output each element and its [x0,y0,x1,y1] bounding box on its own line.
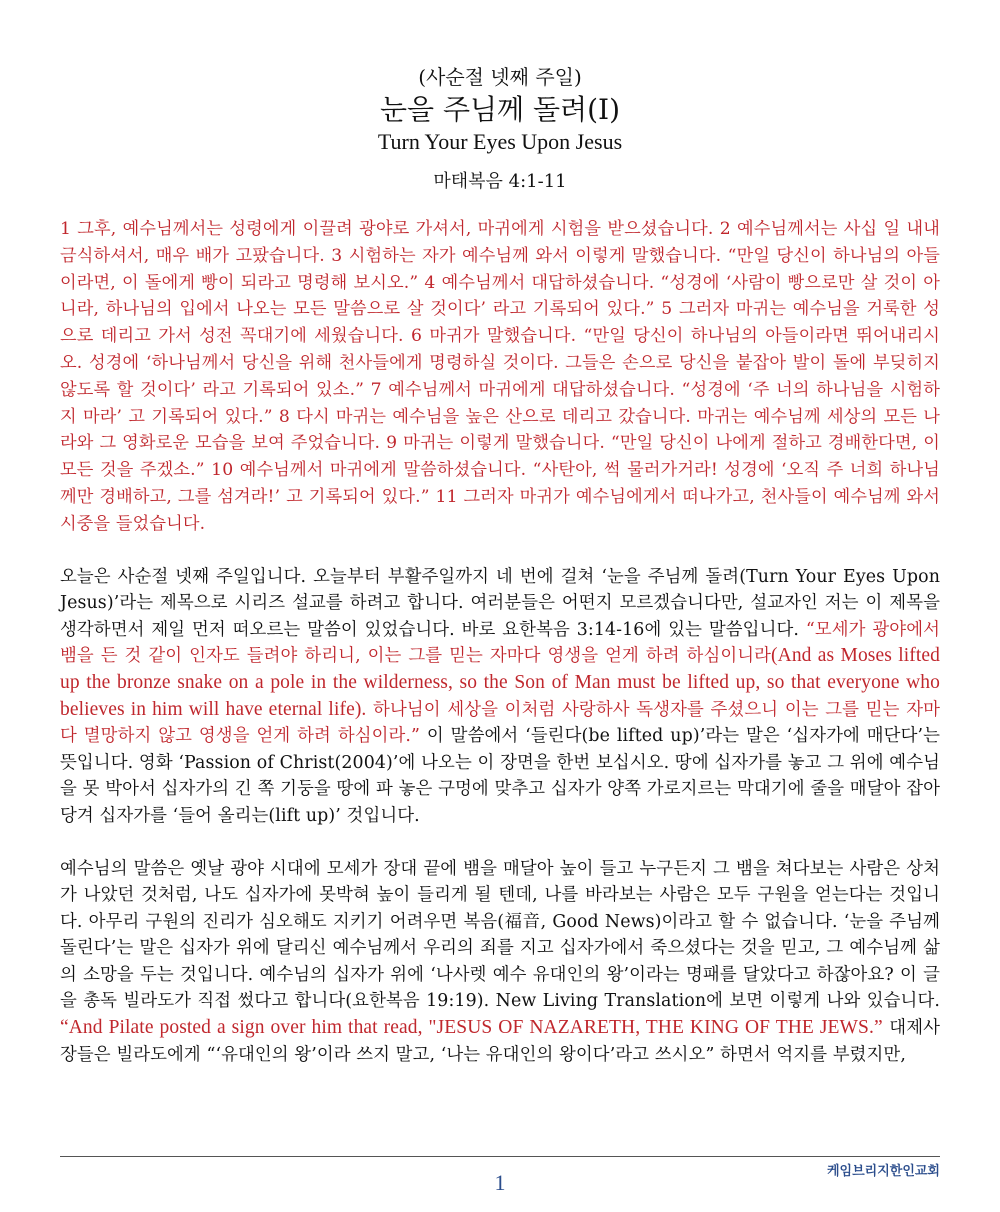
church-name: 케임브리지한인교회 [826,1164,940,1179]
quote-korean: “모세가 광야에서 뱀을 든 것 같이 인자도 들려야 하리니, 이는 그를 믿는 자마다 영생을 얻게 하려 하심이니라 [60,619,940,667]
sermon-subtitle: (사순절 넷째 주일) [418,65,582,89]
quote-korean: 하나님이 세상을 이처럼 사랑하사 독생자를 주셨으니 이는 그를 믿는 자마다 멸망하지 않고 영생을 얻게 하려 하심이라.” [60,699,940,747]
paragraph-text: 이 말씀에서 ‘들린다(be lifted up)’라는 말은 ‘십자가에 매단다’는 뜻입니다. 영화 ‘Passion of Christ(2004)’에 나오는 이 장면을 한번 보십시오. 땅에 십자가를 놓고 그 위에 예수님을 못 박아서 십자가의 긴 쪽 기둥을 땅에 파 놓은 구멍에 맞추고 십자가 양쪽 가로지르는 막대기에 줄을 매달아 잡아당겨 십자가를 ‘들어 올리는(lift up)’ 것입니다. [60,726,940,826]
sermon-english-title: Turn Your Eyes Upon Jesus [377,129,623,154]
page-number: 1 [494,1170,506,1195]
sermon-header [60,64,940,194]
quote-english: “And Pilate posted a sign over him that read, "JESUS OF NAZARETH, THE KING OF THE JEWS.” [60,1017,883,1039]
paragraph-text: 대제사장들은 빌라도에게 “‘유대인의 왕’이라 쓰지 말고, ‘나는 유대인의 왕이다’라고 쓰시오” 하면서 억지를 부렸지만, [60,1018,941,1065]
paragraph-text: 예수님의 말씀은 옛날 광야 시대에 모세가 장대 끝에 뱀을 매달아 높이 들고 누구든지 그 뱀을 쳐다보는 사람은 상처가 나았던 것처럼, 나도 십자가에 못박혀 높이 들리게 될 텐데, 나를 바라보는 사람은 모두 구원을 얻는다는 것입니다. 아무리 구원의 진리가 심오해도 지키기 어려우면 복음(福音, Good News)이라고 할 수 없습니다. ‘눈을 주님께 돌린다’는 말은 십자가 위에 달리신 예수님께서 우리의 죄를 지고 십자가에서 죽으셨다는 것을 믿고, 그 예수님께 삶의 소망을 두는 것입니다. 예수님의 십자가 위에 ‘나사렛 예수 유대인의 왕’이라는 명패를 달았다고 하잖아요? 이 글을 총독 빌라도가 직접 썼다고 합니다(요한복음 19:19). New Living Translation에 보면 이렇게 나와 있습니다. [60,858,940,1012]
sermon-paragraph-1 [60,564,940,830]
paragraph-text: 오늘은 사순절 넷째 주일입니다. 오늘부터 부활주일까지 네 번에 걸쳐 ‘눈을 주님께 돌려(Turn Your Eyes Upon Jesus)’라는 제목으로 시리즈 설교를 하려고 합니다. 여러분들은 어떤지 모르겠습니다만, 설교자인 저는 이 제목을 생각하면서 제일 먼저 떠오르는 말씀이 있었습니다. 바로 요한복음 3:14-16에 있는 말씀입니다. [60,566,940,640]
sermon-title: 눈을 주님께 돌려(I) [379,93,621,126]
scripture-reference: 마태복음 4:1-11 [433,171,567,192]
sermon-paragraph-2 [60,856,940,1069]
scripture-passage: 1 그후, 예수님께서는 성령에게 이끌려 광야로 가셔서, 마귀에게 시험을 받으셨습니다. 2 예수님께서는 사십 일 내내 금식하셔서, 매우 배가 고팠습니다. 3 시험하는 자가 예수님께 와서 이렇게 말했습니다. “만일 당신이 하나님의 아들이라면, 이 돌에게 빵이 되라고 명령해 보시오.” 4 예수님께서 대답하셨습니다. “성경에 ‘사람이 빵으로만 살 것이 아니라, 하나님의 입에서 나오는 모든 말씀으로 살 것이다’ 라고 기록되어 있다.” 5 그러자 마귀는 예수님을 거룩한 성으로 데리고 가서 성전 꼭대기에 세웠습니다. 6 마귀가 말했습니다. “만일 당신이 하나님의 아들이라면 뛰어내리시오. 성경에 ‘하나님께서 당신을 위해 천사들에게 명령하실 것이다. 그들은 손으로 당신을 붙잡아 발이 돌에 부딪히지 않도록 할 것이다’ 라고 기록되어 있소.” 7 예수님께서 마귀에게 대답하셨습니다. “성경에 ‘주 너의 하나님을 시험하지 마라’ 고 기록되어 있다.” 8 다시 마귀는 예수님을 높은 산으로 데리고 갔습니다. 마귀는 예수님께 세상의 모든 나라와 그 영화로운 모습을 보여 주었습니다. 9 마귀는 이렇게 말했습니다. “만일 당신이 나에게 절하고 경배한다면, 이 모든 것을 주겠소.” 10 예수님께서 마귀에게 말씀하셨습니다. “사탄아, 썩 물러가거라! 성경에 ‘오직 주 너희 하나님께만 경배하고, 그를 섬겨라!’ 고 기록되어 있다.” 11 그러자 마귀가 예수님에게서 떠나가고, 천사들이 예수님께 와서 시중을 들었습니다. [60,219,940,534]
footer-divider [60,1156,940,1157]
quote-english: (And as Moses lifted up the bronze snake on a pole in the wilderness, so the Son of Man must be lifted up, so that everyone who believes in him will have eternal life). [60,645,940,720]
